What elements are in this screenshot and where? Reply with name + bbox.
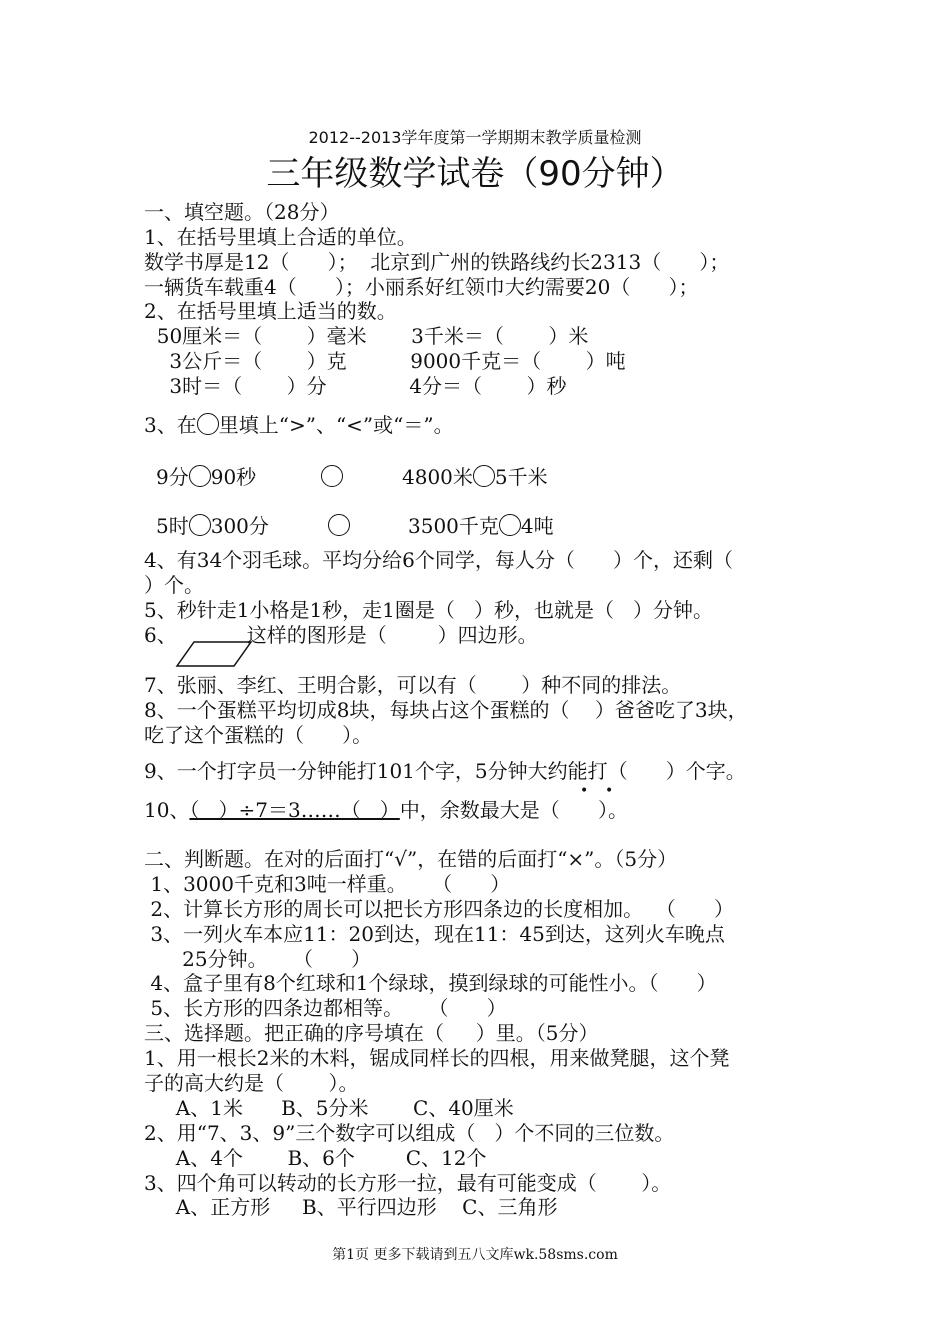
question-1-2-line-b: 3公斤＝（ ）克 9000千克＝（ ）吨 [144, 349, 626, 373]
exam-title: 三年级数学试卷（90分钟） [266, 154, 684, 194]
question-1-8-line-b: 吃了这个蛋糕的（ ）。 [144, 723, 373, 747]
question-1-5: 5、秒针走1小格是1秒，走1圈是（ ）秒，也就是（ ）分钟。 [144, 598, 714, 622]
question-1-10-text: 中，余数最大是（ ）。 [399, 798, 628, 822]
compare-item: 9分 [156, 465, 189, 489]
compare-item: 5时 [156, 514, 189, 538]
compare-item: 300分 [210, 514, 269, 538]
section-3-heading: 三、选择题。把正确的序号填在（ ）里。（5分） [144, 1021, 599, 1045]
question-1-1-line-b: 一辆货车载重4（ ）；小丽系好红领巾大约需要20（ ）； [144, 275, 699, 299]
judge-item-5: 5、长方形的四条边都相等。 （ ） [144, 996, 507, 1020]
judge-item-4: 4、盒子里有8个红球和1个绿球，摸到绿球的可能性小。（ ） [144, 971, 717, 995]
emphasis-dot: • [580, 783, 589, 799]
choice-question-1-options: A、1米 B、5分米 C、40厘米 [144, 1096, 514, 1120]
answer-circle[interactable] [328, 514, 350, 536]
question-1-4-line-b: ）个。 [144, 573, 204, 597]
compare-item: 4800米 [402, 465, 473, 489]
question-1-10-prefix: 10、 [144, 798, 190, 822]
question-1-10-equation: （ ）÷7＝3……（ ） [189, 798, 400, 822]
question-1-1: 1、在括号里填上合适的单位。 [144, 225, 417, 249]
question-1-3-text: 里填上“>”、“<”或“＝”。 [218, 413, 454, 437]
question-1-1-line-a: 数学书厚是12（ ）； 北京到广州的铁路线约长2313（ ）； [144, 250, 730, 274]
question-1-6-text: 这样的图形是（ ）四边形。 [246, 623, 538, 647]
answer-circle[interactable] [189, 465, 211, 487]
compare-row-1-spare [321, 464, 343, 490]
compare-item: 5千米 [494, 465, 548, 489]
compare-row-1-b [402, 464, 548, 490]
question-1-3 [144, 412, 454, 438]
compare-row-2-spare [328, 513, 350, 539]
compare-item: 90秒 [210, 465, 257, 489]
emphasis-dot: • [605, 783, 614, 799]
parallelogram-icon [174, 640, 254, 668]
answer-circle[interactable] [321, 465, 343, 487]
question-1-8-line-a: 8、一个蛋糕平均切成8块，每块占这个蛋糕的（ ）爸爸吃了3块， [144, 698, 748, 722]
parallelogram-shape [177, 642, 251, 666]
compare-item: 4吨 [520, 514, 554, 538]
judge-item-2: 2、计算长方形的周长可以把长方形四条边的长度相加。 （ ） [144, 897, 734, 921]
compare-row-2 [156, 513, 269, 539]
question-1-10 [144, 797, 628, 823]
choice-question-1-line-a: 1、用一根长2米的木料，锯成同样长的四根，用来做凳腿，这个凳 [144, 1046, 730, 1070]
page-footer: 第1页 更多下载请到五八文库wk.58sms.com [332, 1247, 618, 1263]
answer-circle[interactable] [473, 465, 495, 487]
question-1-2: 2、在括号里填上适当的数。 [144, 299, 397, 323]
question-1-9: 9、一个打字员一分钟能打101个字，5分钟大约能打（ ）个字。 [144, 759, 746, 783]
question-1-4-line-a: 4、有34个羽毛球。平均分给6个同学，每人分（ ）个，还剩（ [144, 548, 734, 572]
choice-question-2-options: A、4个 B、6个 C、12个 [144, 1146, 487, 1170]
question-1-3-prefix: 3、在 [144, 413, 197, 437]
judge-item-3-line-b: 25分钟。 （ ） [144, 947, 372, 971]
question-1-2-line-a: 50厘米＝（ ）毫米 3千米＝（ ）米 [144, 324, 589, 348]
answer-circle[interactable] [189, 514, 211, 536]
section-2-heading: 二、判断题。在对的后面打“√”，在错的后面打“×”。（5分） [144, 847, 678, 871]
choice-question-2: 2、用“7、3、9”三个数字可以组成（ ）个不同的三位数。 [144, 1121, 675, 1145]
judge-item-1: 1、3000千克和3吨一样重。 （ ） [144, 872, 511, 896]
question-1-6-prefix: 6、 [144, 623, 177, 647]
answer-circle[interactable] [499, 514, 521, 536]
choice-question-3-options: A、正方形 B、平行四边形 C、三角形 [144, 1195, 558, 1219]
question-1-2-line-c: 3时＝（ ）分 4分＝（ ）秒 [144, 374, 567, 398]
compare-item: 3500千克 [408, 514, 499, 538]
judge-item-3-line-a: 3、一列火车本应11：20到达，现在11：45到达，这列火车晚点 [144, 922, 725, 946]
exam-subtitle: 2012--2013学年度第一学期期末教学质量检测 [308, 128, 642, 147]
choice-question-1-line-b: 子的高大约是（ ）。 [144, 1071, 359, 1095]
choice-question-3: 3、四个角可以转动的长方形一拉，最有可能变成（ ）。 [144, 1171, 672, 1195]
section-1-heading: 一、填空题。（28分） [144, 200, 340, 224]
circle-icon [197, 413, 219, 435]
compare-row-1 [156, 464, 256, 490]
question-1-7: 7、张丽、李红、王明合影，可以有（ ）种不同的排法。 [144, 673, 682, 697]
compare-row-2-b [408, 513, 554, 539]
